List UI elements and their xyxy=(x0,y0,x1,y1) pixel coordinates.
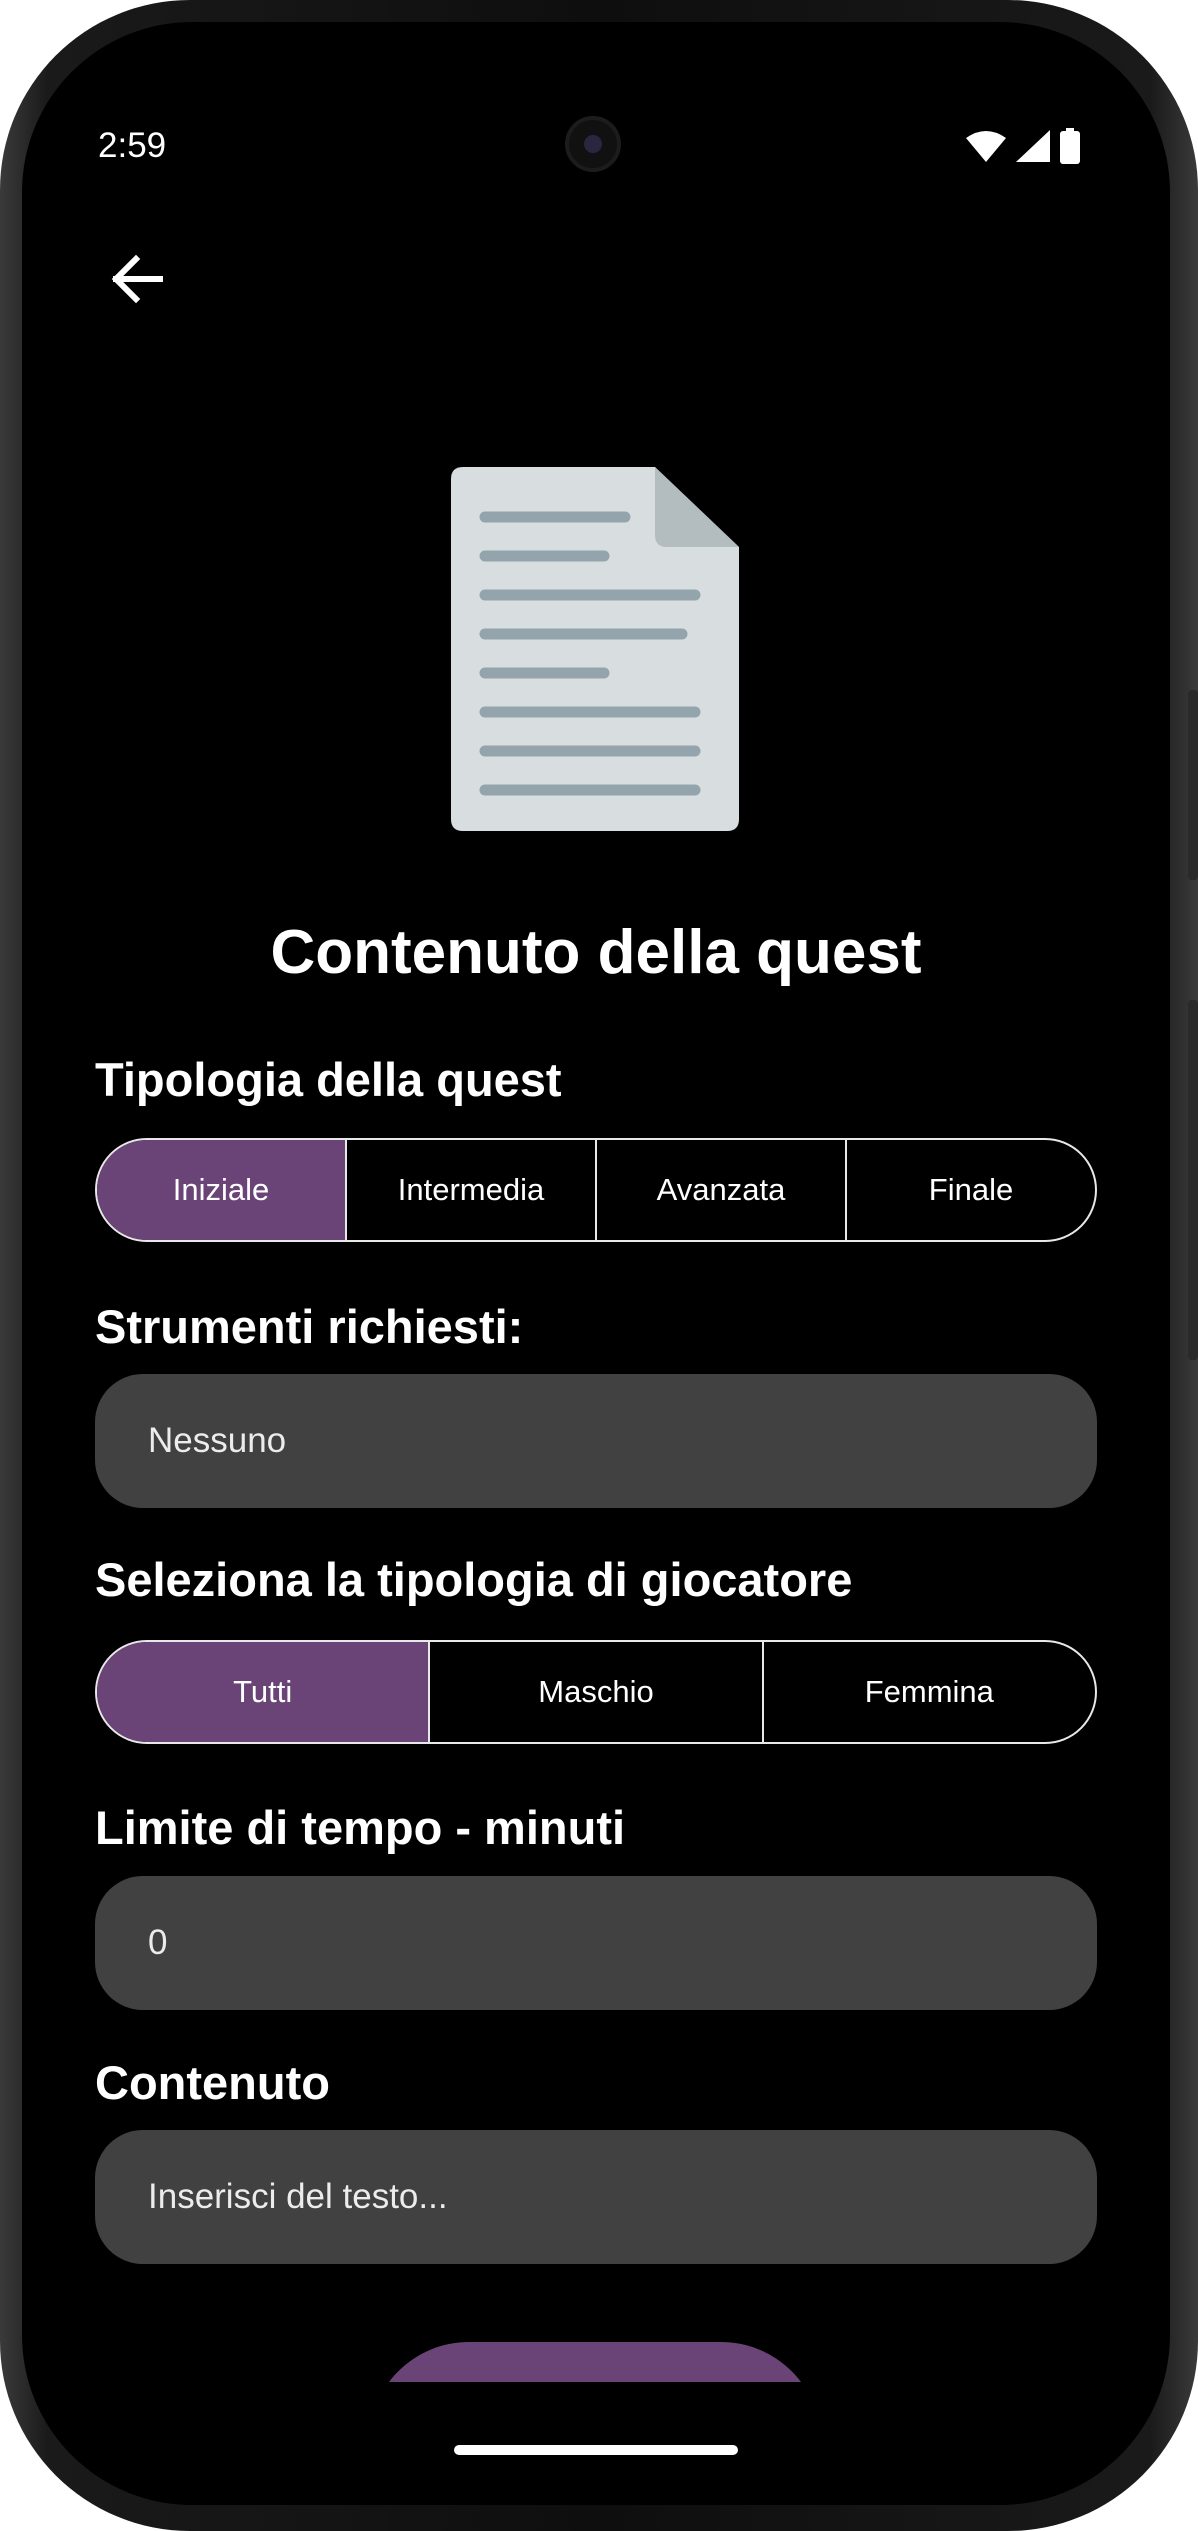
bottom-nav-area xyxy=(22,2382,1170,2505)
quest-type-option-intermedia[interactable]: Intermedia xyxy=(345,1140,595,1240)
back-button[interactable] xyxy=(102,244,172,314)
wifi-icon xyxy=(966,130,1006,162)
quest-type-label: Tipologia della quest xyxy=(95,1053,562,1106)
time-limit-label: Limite di tempo - minuti xyxy=(95,1801,626,1854)
home-indicator[interactable] xyxy=(454,2445,738,2455)
quest-type-option-finale[interactable]: Finale xyxy=(845,1140,1095,1240)
quest-type-option-iniziale[interactable]: Iniziale xyxy=(97,1140,345,1240)
quest-type-option-avanzata[interactable]: Avanzata xyxy=(595,1140,845,1240)
status-icons xyxy=(966,128,1080,164)
status-time: 2:59 xyxy=(98,126,167,165)
volume-button xyxy=(1188,1000,1198,1360)
player-type-option-femmina[interactable]: Femmina xyxy=(762,1642,1095,1742)
cellular-signal-icon xyxy=(1016,130,1050,162)
time-limit-input[interactable]: 0 xyxy=(95,1876,1097,2010)
content-label: Contenuto xyxy=(95,2056,330,2109)
player-type-option-tutti[interactable]: Tutti xyxy=(97,1642,428,1742)
player-type-label: Seleziona la tipologia di giocatore xyxy=(95,1553,853,1606)
page-title: Contenuto della quest xyxy=(270,918,922,987)
player-type-segmented xyxy=(95,1640,1097,1744)
content-input[interactable]: Inserisci del testo... xyxy=(95,2130,1097,2264)
power-button xyxy=(1188,690,1198,880)
player-type-option-maschio[interactable]: Maschio xyxy=(428,1642,761,1742)
tools-input[interactable]: Nessuno xyxy=(95,1374,1097,1508)
document-icon xyxy=(451,467,739,831)
arrow-left-icon xyxy=(102,244,172,314)
tools-label: Strumenti richiesti: xyxy=(95,1300,524,1353)
battery-icon xyxy=(1060,128,1080,164)
camera-cutout xyxy=(565,116,621,172)
quest-type-segmented xyxy=(95,1138,1097,1242)
screen xyxy=(22,22,1170,2505)
